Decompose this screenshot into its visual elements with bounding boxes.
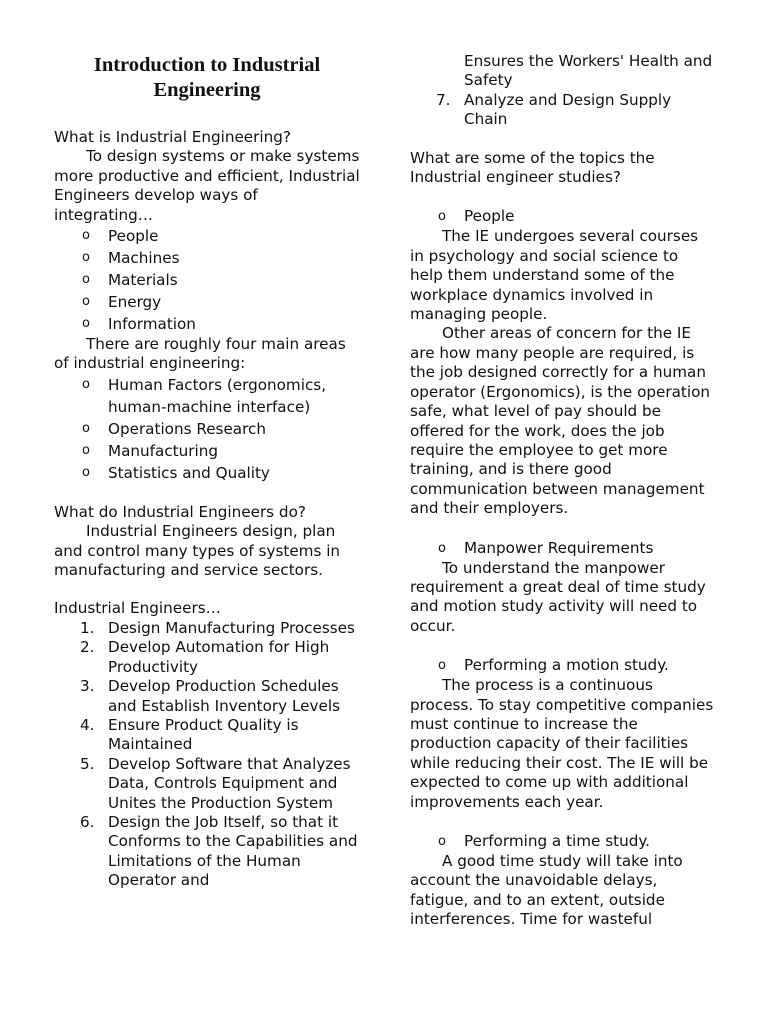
list-item: 6. Design the Job Itself, so that it Conforms to the Capabilities and Limitations of the Human Operator and	[80, 812, 358, 890]
bullet-icon: o	[438, 658, 446, 674]
paragraph-design-systems: To design systems or make systems more productive and efficient, Industrial Engineers develop ways of integrating…	[54, 147, 360, 224]
list-item: o People	[82, 227, 159, 246]
areas-list	[54, 374, 360, 484]
list-item: o Statistics and Quality	[82, 463, 270, 482]
heading-topics: What are some of the topics the Industrial engineer studies?	[410, 148, 655, 187]
list-item: 3. Develop Production Schedules and Establish Inventory Levels	[80, 677, 340, 715]
bullet-icon: o	[82, 250, 90, 266]
left-body	[54, 128, 360, 891]
paragraph-people-1: The IE undergoes several courses in psychology and social science to help them understand some of the workplace dynamics involved in managing people.	[410, 227, 699, 324]
list-item: o Human Factors (ergonomics, human-machine interface)	[82, 375, 327, 416]
right-body	[410, 52, 715, 930]
heading-what-is-ie: What is Industrial Engineering?	[54, 128, 291, 146]
bullet-icon: o	[82, 464, 90, 480]
bullet-icon: o	[82, 316, 90, 332]
bullet-icon: o	[438, 209, 446, 225]
list-item: o Manufacturing	[82, 441, 218, 460]
list-item: 5. Develop Software that Analyzes Data, Controls Equipment and Unites the Production System	[80, 754, 351, 812]
bullet-icon: o	[82, 376, 90, 392]
subheading-people: o People	[438, 207, 515, 226]
list-item: o Information	[82, 315, 196, 334]
integration-list	[54, 225, 360, 335]
bullet-icon: o	[82, 294, 90, 310]
bullet-icon: o	[438, 540, 446, 556]
list-intro: Industrial Engineers…	[54, 599, 221, 618]
list-item: o Energy	[82, 293, 162, 312]
bullet-icon: o	[82, 420, 90, 436]
bullet-icon: o	[82, 272, 90, 288]
paragraph-people-2: Other areas of concern for the IE are how many people are required, is the job designed correctly for a human operator (Ergonomics), is the operation safe, what level of pay should be offered for the work, does the job require the employee to get more training, and is there good communication between management and their employers.	[410, 324, 710, 518]
list-item: 4. Ensure Product Quality is Maintained	[80, 715, 299, 754]
list-item: o Operations Research	[82, 419, 266, 438]
list-item: 1. Design Manufacturing Processes	[80, 618, 355, 637]
list-item: o Machines	[82, 249, 180, 268]
list-item: 7. Analyze and Design Supply Chain	[436, 90, 672, 129]
paragraph-manpower: To understand the manpower requirement a great deal of time study and motion study activity will need to occur.	[410, 558, 706, 635]
bullet-icon: o	[82, 442, 90, 458]
bullet-icon: o	[82, 228, 90, 244]
list-item: 2. Develop Automation for High Productivity	[80, 638, 330, 676]
bullet-icon: o	[438, 834, 446, 849]
paragraph-four-areas: There are roughly four main areas of industrial engineering:	[54, 335, 346, 373]
paragraph-motion-study: The process is a continuous process. To stay competitive companies must continue to increase the production capacity of their facilities while reducing their cost. The IE will be expected to come up with additional improvements each year.	[410, 676, 714, 811]
duties-list	[54, 619, 360, 891]
list-item: o Materials	[82, 271, 178, 290]
subheading-motion-study: o Performing a motion study.	[438, 656, 669, 675]
heading-what-do-ie-do: What do Industrial Engineers do?	[54, 502, 306, 521]
paragraph-time-study: A good time study will take into account the unavoidable delays, fatigue, and to an extent, outside interferences. Time for wasteful	[410, 852, 683, 929]
document-title: Introduction to Industrial Engineering	[93, 54, 321, 101]
duties-list-continued	[410, 52, 715, 130]
list-item: Ensures the Workers' Health and Safety	[464, 52, 713, 90]
paragraph-ie-design: Industrial Engineers design, plan and control many types of systems in manufacturing and service sectors.	[54, 522, 341, 580]
subheading-manpower: o Manpower Requirements	[438, 538, 654, 557]
subheading-time-study: o Performing a time study.	[438, 832, 650, 850]
